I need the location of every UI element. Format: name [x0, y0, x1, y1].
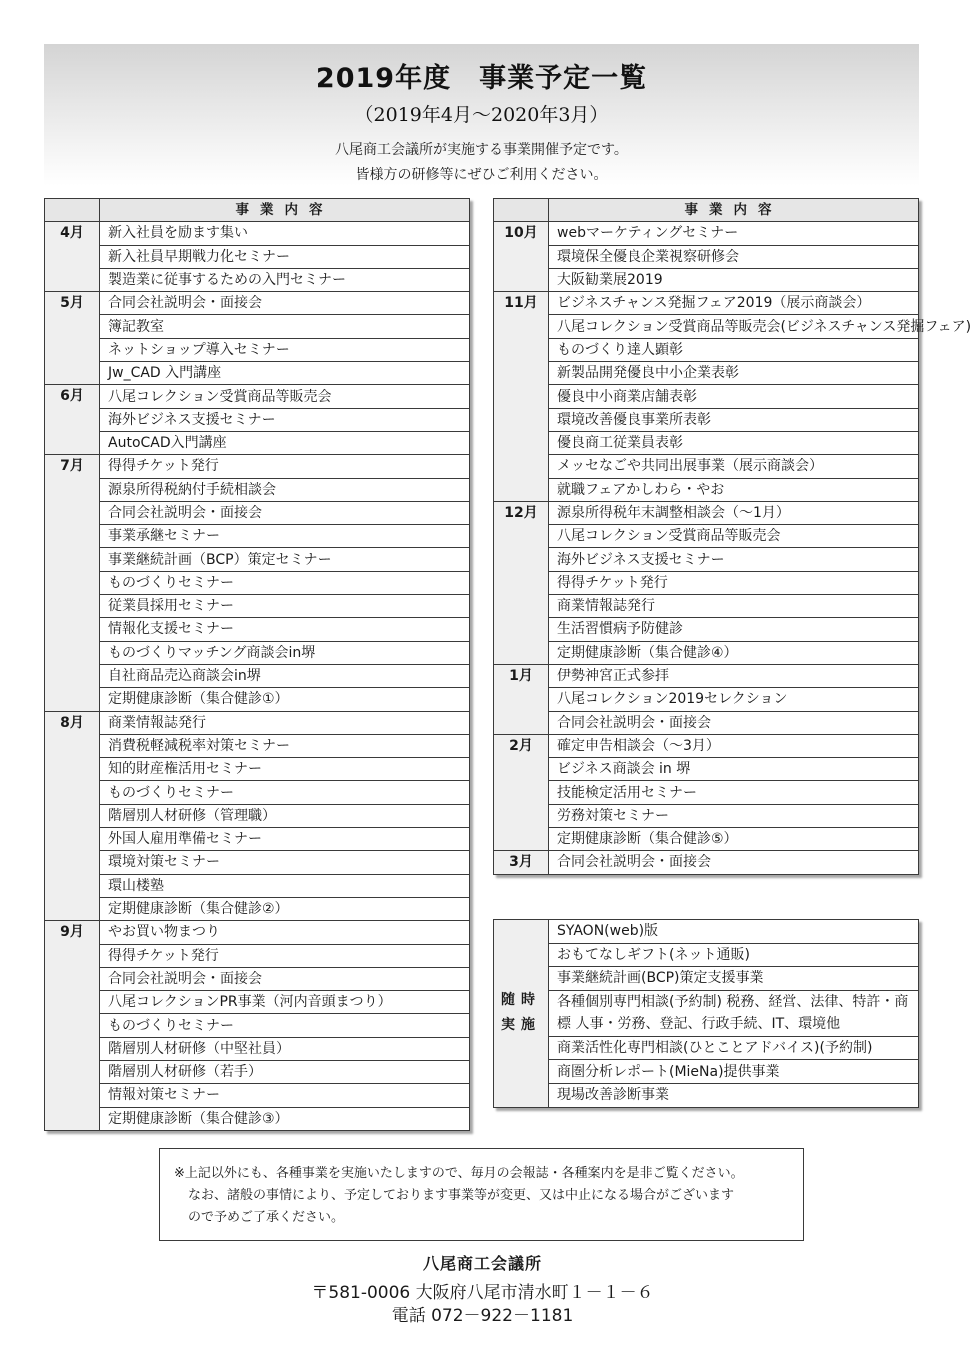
table-row [45, 548, 470, 571]
event-cell: 新入社員早期戦力化セミナー [100, 245, 470, 268]
table-row [494, 315, 919, 338]
intro-text-line1: 八尾商工会議所が実施する事業開催予定です。 [335, 142, 628, 158]
table-row [45, 944, 470, 967]
table-row [45, 781, 470, 804]
table-row [45, 1060, 470, 1083]
table-row [45, 431, 470, 454]
event-cell: 海外ビジネス支援セミナー [549, 548, 919, 571]
table-row [45, 828, 470, 851]
event-cell: 環境保全優良企業視察研修会 [549, 245, 919, 268]
event-cell: 源泉所得税納付手続相談会 [100, 478, 470, 501]
event-cell: 八尾コレクション受賞商品等販売会(ビジネスチャンス発掘フェア) [549, 315, 919, 338]
table-row [45, 222, 470, 245]
event-cell: 合同会社説明会・面接会 [100, 501, 470, 524]
event-cell: 海外ビジネス支援セミナー [100, 408, 470, 431]
table-row [45, 688, 470, 711]
event-cell: 大阪勧業展2019 [549, 268, 919, 291]
event-cell: 得得チケット発行 [100, 944, 470, 967]
table-row [494, 222, 919, 245]
table-row [494, 943, 919, 967]
table-row [45, 315, 470, 338]
table-row [45, 338, 470, 361]
table-row [45, 501, 470, 524]
table-row [494, 385, 919, 408]
event-cell: 知的財産権活用セミナー [100, 758, 470, 781]
table-row [494, 571, 919, 594]
month-cell: 8月 [45, 711, 100, 921]
event-cell: 従業員採用セミナー [100, 595, 470, 618]
event-cell: 階層別人材研修（管理職） [100, 804, 470, 827]
event-cell: 確定申告相談会（〜3月） [549, 734, 919, 757]
event-cell: ビジネス商談会 in 堺 [549, 758, 919, 781]
event-cell: 定期健康診断（集合健診②） [100, 897, 470, 920]
event-cell: 定期健康診断（集合健診①） [100, 688, 470, 711]
organization-phone: 電話 072－922－1181 [391, 1306, 574, 1326]
event-cell: ものづくりマッチング商談会in堺 [100, 641, 470, 664]
event-cell: 事業継続計画（BCP）策定セミナー [100, 548, 470, 571]
table-row [45, 1037, 470, 1060]
event-cell: 消費税軽減税率対策セミナー [100, 734, 470, 757]
ongoing-table [493, 919, 919, 1108]
month-cell: 5月 [45, 292, 100, 385]
table-header-corner [45, 199, 100, 222]
intro-text-line2: 皆様方の研修等にぜひご利用ください。 [355, 167, 608, 183]
table-row [494, 734, 919, 757]
ongoing-item: 商圏分析レポート(MieNa)提供事業 [549, 1060, 919, 1084]
event-cell: 合同会社説明会・面接会 [100, 292, 470, 315]
table-row [494, 618, 919, 641]
table-row [494, 455, 919, 478]
event-cell: 八尾コレクション受賞商品等販売会 [549, 525, 919, 548]
event-cell: 簿記教室 [100, 315, 470, 338]
event-cell: 新製品開発優良中小企業表彰 [549, 362, 919, 385]
table-row [494, 804, 919, 827]
table-row [45, 595, 470, 618]
event-cell: 合同会社説明会・面接会 [549, 711, 919, 734]
ongoing-item: 事業継続計画(BCP)策定支援事業 [549, 967, 919, 991]
ongoing-label-line2: 実施 [501, 1017, 541, 1034]
month-cell: 2月 [494, 734, 549, 850]
event-cell: 就職フェアかしわら・やお [549, 478, 919, 501]
table-row [45, 734, 470, 757]
event-cell: 環山楼塾 [100, 874, 470, 897]
event-cell: 自社商品売込商談会in堺 [100, 664, 470, 687]
event-cell: 優良商工従業員表彰 [549, 431, 919, 454]
event-cell: 環境改善優良事業所表彰 [549, 408, 919, 431]
event-cell: 定期健康診断（集合健診③） [100, 1107, 470, 1130]
month-cell: 6月 [45, 385, 100, 455]
table-row [45, 897, 470, 920]
event-cell: 事業承継セミナー [100, 525, 470, 548]
table-row [45, 641, 470, 664]
event-cell: 伊勢神宮正式参拝 [549, 664, 919, 687]
month-cell: 11月 [494, 292, 549, 502]
table-row [45, 1084, 470, 1107]
table-row [45, 362, 470, 385]
page-header [44, 44, 919, 186]
table-row [494, 711, 919, 734]
event-cell: やお買い物まつり [100, 921, 470, 944]
table-row [45, 455, 470, 478]
table-row [494, 478, 919, 501]
event-cell: 合同会社説明会・面接会 [100, 967, 470, 990]
event-cell: 商業情報誌発行 [100, 711, 470, 734]
event-cell: メッセなごや共同出展事業（展示商談会） [549, 455, 919, 478]
table-row [45, 525, 470, 548]
ongoing-item: 各種個別専門相談(予約制) 税務、経営、法律、特許・商標 人事・労務、登記、行政手続、IT、環境他 [549, 990, 919, 1036]
event-cell: 得得チケット発行 [100, 455, 470, 478]
table-row [45, 408, 470, 431]
table-row [494, 501, 919, 524]
table-row [494, 362, 919, 385]
table-row [494, 431, 919, 454]
table-row [494, 338, 919, 361]
table-row [45, 478, 470, 501]
table-row [494, 292, 919, 315]
period-subtitle: （2019年4月〜2020年3月） [354, 104, 609, 126]
table-header-corner [494, 199, 549, 222]
table-row [45, 664, 470, 687]
event-cell: 優良中小商業店舗表彰 [549, 385, 919, 408]
ongoing-item: おもてなしギフト(ネット通販) [549, 943, 919, 967]
ongoing-item: 現場改善診断事業 [549, 1083, 919, 1107]
event-cell: ものづくりセミナー [100, 1014, 470, 1037]
table-row [45, 758, 470, 781]
ongoing-item: 商業活性化専門相談(ひとことアドバイス)(予約制) [549, 1036, 919, 1060]
event-cell: 得得チケット発行 [549, 571, 919, 594]
event-cell: ものづくりセミナー [100, 571, 470, 594]
table-row [45, 921, 470, 944]
event-cell: ものづくりセミナー [100, 781, 470, 804]
event-cell: Jw_CAD 入門講座 [100, 362, 470, 385]
month-cell: 7月 [45, 455, 100, 711]
table-row [494, 1036, 919, 1060]
table-row [45, 618, 470, 641]
table-row [45, 1107, 470, 1130]
event-cell: AutoCAD入門講座 [100, 431, 470, 454]
table-row [494, 920, 919, 944]
notice-line2: なお、諸般の事情により、予定しております事業等が変更、又は中止になる場合がございます [188, 1188, 735, 1203]
table-row [45, 967, 470, 990]
ongoing-item: SYAON(web)版 [549, 920, 919, 944]
table-row [45, 804, 470, 827]
event-cell: ビジネスチャンス発掘フェア2019（展示商談会） [549, 292, 919, 315]
table-row [494, 595, 919, 618]
schedule-table-left [44, 198, 470, 1131]
event-cell: 情報化支援セミナー [100, 618, 470, 641]
table-row [45, 292, 470, 315]
event-cell: 技能検定活用セミナー [549, 781, 919, 804]
table-row [494, 664, 919, 687]
event-cell: 製造業に従事するための入門セミナー [100, 268, 470, 291]
table-row [494, 525, 919, 548]
column-header-event: 事業内容 [100, 199, 470, 222]
event-cell: 八尾コレクション2019セレクション [549, 688, 919, 711]
table-row [45, 711, 470, 734]
month-cell: 9月 [45, 921, 100, 1131]
event-cell: 環境対策セミナー [100, 851, 470, 874]
notice-line3: ので予めご了承ください。 [188, 1210, 345, 1225]
table-row [494, 408, 919, 431]
event-cell: 労務対策セミナー [549, 804, 919, 827]
table-row [494, 758, 919, 781]
schedule-table-right [493, 198, 971, 875]
event-cell: 生活習慣病予防健診 [549, 618, 919, 641]
event-cell: ものづくり達人顕彰 [549, 338, 919, 361]
table-row [494, 245, 919, 268]
table-row [45, 385, 470, 408]
event-cell: webマーケティングセミナー [549, 222, 919, 245]
event-cell: 情報対策セミナー [100, 1084, 470, 1107]
organization-address: 〒581-0006 大阪府八尾市清水町１－１－６ [311, 1283, 654, 1303]
notice-line1: ※上記以外にも、各種事業を実施いたしますので、毎月の会報誌・各種案内を是非ご覧ください。 [174, 1166, 744, 1181]
month-cell: 3月 [494, 851, 549, 874]
event-cell: 八尾コレクション受賞商品等販売会 [100, 385, 470, 408]
event-cell: 定期健康診断（集合健診④） [549, 641, 919, 664]
month-cell: 10月 [494, 222, 549, 292]
event-cell: 外国人雇用準備セミナー [100, 828, 470, 851]
column-header-event: 事業内容 [549, 199, 919, 222]
table-row [45, 851, 470, 874]
table-row [494, 688, 919, 711]
table-row [494, 967, 919, 991]
page-title: 2019年度 事業予定一覧 [315, 63, 648, 94]
table-row [45, 874, 470, 897]
table-row [45, 268, 470, 291]
table-row [494, 268, 919, 291]
event-cell: 定期健康診断（集合健診⑤） [549, 828, 919, 851]
table-row [45, 1014, 470, 1037]
table-row [494, 851, 919, 874]
event-cell: 新入社員を励ます集い [100, 222, 470, 245]
table-row [494, 1083, 919, 1107]
month-cell: 4月 [45, 222, 100, 292]
table-row [494, 990, 919, 1036]
table-row [494, 548, 919, 571]
table-row [494, 781, 919, 804]
event-cell: 商業情報誌発行 [549, 595, 919, 618]
table-row [494, 828, 919, 851]
table-row [45, 991, 470, 1014]
month-cell: 12月 [494, 501, 549, 664]
event-cell: 階層別人材研修（中堅社員） [100, 1037, 470, 1060]
event-cell: 八尾コレクションPR事業（河内音頭まつり） [100, 991, 470, 1014]
ongoing-label-line1: 随時 [501, 992, 541, 1009]
table-row [494, 1060, 919, 1084]
notice-box [159, 1148, 804, 1241]
month-cell: 1月 [494, 664, 549, 734]
event-cell: ネットショップ導入セミナー [100, 338, 470, 361]
event-cell: 合同会社説明会・面接会 [549, 851, 919, 874]
table-row [45, 245, 470, 268]
event-cell: 階層別人材研修（若手） [100, 1060, 470, 1083]
table-row [45, 571, 470, 594]
table-row [494, 641, 919, 664]
ongoing-label [494, 920, 549, 1108]
organization-name: 八尾商工会議所 [422, 1254, 542, 1273]
event-cell: 源泉所得税年末調整相談会（〜1月） [549, 501, 919, 524]
